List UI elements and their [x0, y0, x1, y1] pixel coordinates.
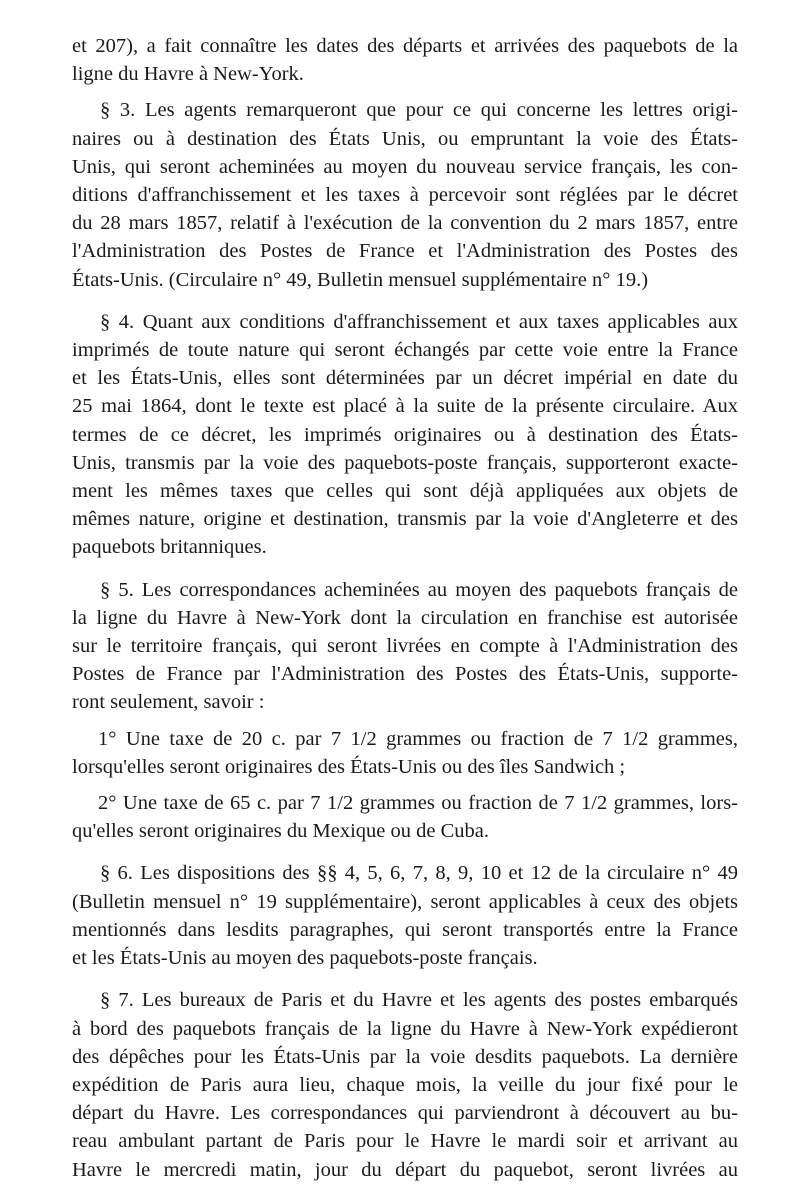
text-line: à bord des paquebots français de la ligne du Havre à New-York expédieront — [72, 1017, 738, 1040]
text-line: § 6. Les dispositions des §§ 4, 5, 6, 7, 8, 9, 10 et 12 de la circulaire n° 49 — [100, 862, 738, 885]
text-line: reau ambulant partant de Paris pour le Havre le mardi soir et arrivant au — [72, 1130, 738, 1153]
text-line: § 4. Quant aux conditions d'affranchissement et aux taxes applicables aux — [100, 310, 738, 333]
text-line: la ligne du Havre à New-York dont la circulation en franchise est autorisée — [72, 606, 738, 629]
text-line: Unis, transmis par la voie des paquebots-poste français, supporteront exacte- — [72, 451, 738, 474]
text-line: l'Administration des Postes de France et l'Administration des Postes des — [72, 240, 738, 263]
paragraph-section-3 — [72, 96, 738, 293]
text-line: (Bulletin mensuel n° 19 supplémentaire), seront applicables à ceux des objets — [72, 890, 738, 913]
paragraph-section-4 — [72, 308, 738, 562]
text-line: § 5. Les correspondances acheminées au moyen des paquebots français de — [100, 578, 738, 601]
text-line: Havre le mercredi matin, jour du départ du paquebot, seront livrées au — [72, 1158, 738, 1181]
text-line: sur le territoire français, qui seront livrées en compte à l'Administration des — [72, 635, 738, 658]
text-line: et 207), a fait connaître les dates des départs et arrivées des paquebots de la — [72, 35, 738, 57]
text-line: paquebots britanniques. — [72, 536, 267, 559]
text-line: du 28 mars 1857, relatif à l'exécution de la convention du 2 mars 1857, entre — [72, 212, 738, 235]
text-line: ment les mêmes taxes que celles qui sont déjà appliquées aux objets de — [72, 480, 738, 503]
text-line: imprimés de toute nature qui seront échangés par cette voie entre la France — [72, 339, 738, 362]
text-line: 1° Une taxe de 20 c. par 7 1/2 grammes ou fraction de 7 1/2 grammes, — [98, 727, 738, 750]
paragraph-section-5 — [72, 576, 738, 717]
text-line: termes de ce décret, les imprimés originaires ou à destination des États- — [72, 423, 738, 446]
text-line: § 3. Les agents remarqueront que pour ce qui concerne les lettres origi- — [100, 99, 738, 122]
text-line: États-Unis. (Circulaire n° 49, Bulletin mensuel supplémentaire n° 19.) — [72, 268, 649, 291]
text-line: expédition de Paris aura lieu, chaque mois, la veille du jour fixé pour le — [72, 1073, 738, 1096]
text-line: naires ou à destination des États Unis, ou empruntant la voie des États- — [72, 127, 738, 150]
text-line: mentionnés dans lesdits paragraphes, qui seront transportés entre la France — [72, 918, 738, 941]
text-line: et les États-Unis, elles sont déterminées par un décret impérial en date du — [72, 367, 738, 390]
text-line: § 7. Les bureaux de Paris et du Havre et les agents des postes embarqués — [100, 989, 738, 1012]
text-line: et les États-Unis au moyen des paquebots-poste français. — [72, 947, 538, 970]
text-line: lorsqu'elles seront originaires des États-Unis ou des îles Sandwich ; — [72, 755, 626, 778]
text-line: mêmes nature, origine et destination, transmis par la voie d'Angleterre et des — [72, 508, 738, 531]
paragraph-section-6 — [72, 859, 738, 972]
text-line: ligne du Havre à New-York. — [72, 63, 304, 86]
text-line: Unis, qui seront acheminées au moyen du nouveau service français, les con- — [72, 155, 738, 178]
paragraph-section-7 — [72, 986, 738, 1183]
list-item-1 — [72, 725, 738, 781]
text-line: ditions d'affranchissement et les taxes à percevoir sont réglées par le décret — [72, 184, 738, 207]
text-line: des dépêches pour les États-Unis par la voie desdits paquebots. La dernière — [72, 1045, 738, 1068]
list-item-2 — [72, 789, 738, 845]
text-line: Postes de France par l'Administration des Postes des États-Unis, supporte- — [72, 663, 738, 686]
paragraph-intro — [72, 32, 738, 88]
text-line: qu'elles seront originaires du Mexique ou de Cuba. — [72, 820, 490, 843]
text-line: ront seulement, savoir : — [72, 691, 265, 714]
text-line: 25 mai 1864, dont le texte est placé à la suite de la présente circulaire. Aux — [72, 395, 738, 418]
text-line: départ du Havre. Les correspondances qui parviendront à découvert au bu- — [72, 1102, 738, 1125]
text-line: 2° Une taxe de 65 c. par 7 1/2 grammes ou fraction de 7 1/2 grammes, lors- — [98, 792, 738, 815]
